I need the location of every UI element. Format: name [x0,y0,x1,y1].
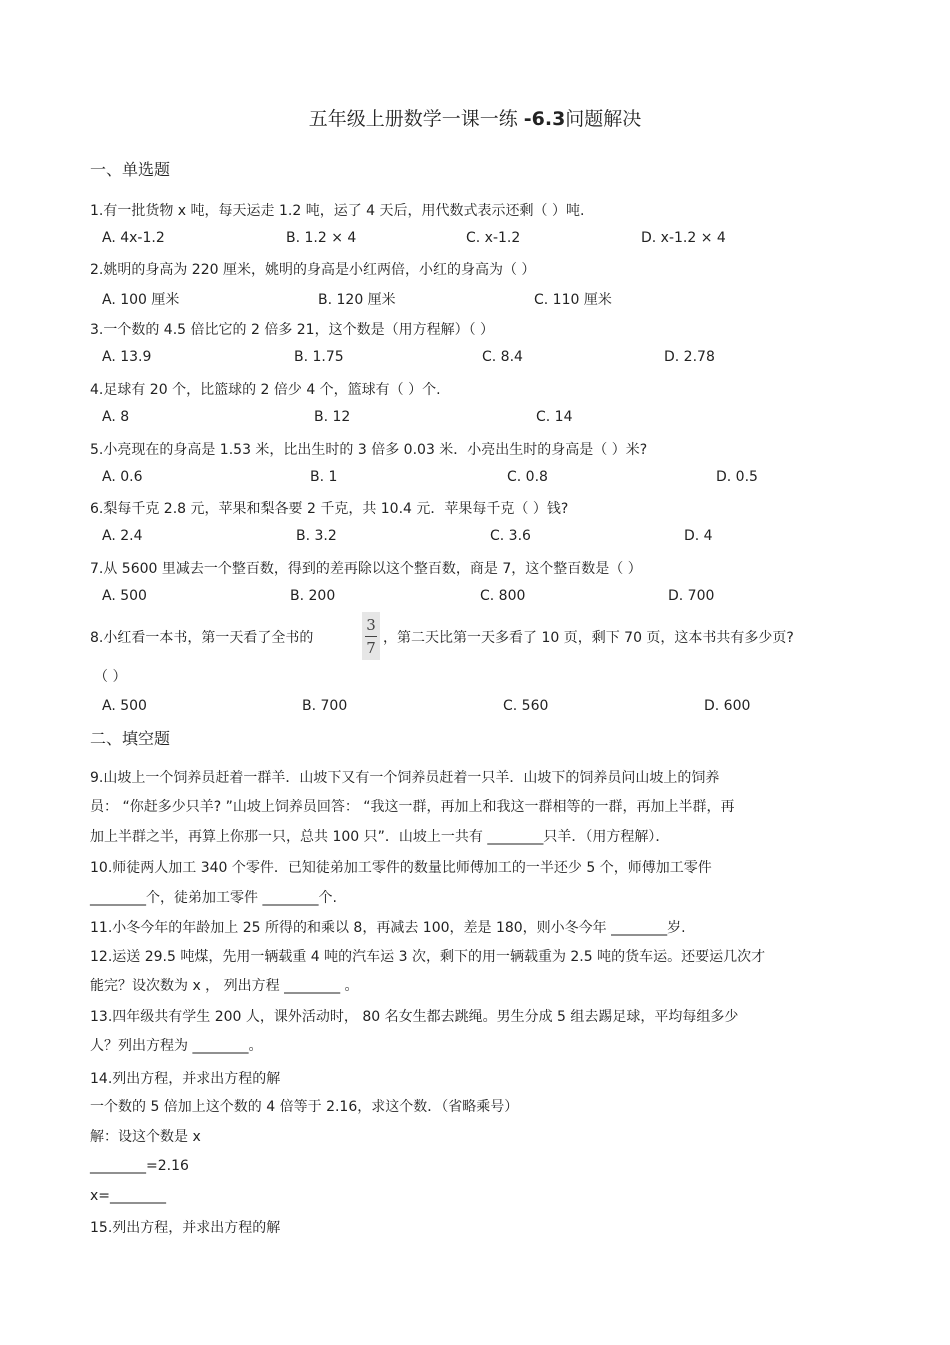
question-8-prefix: 8.小红看一本书，第一天看了全书的 [90,630,314,646]
question-11: 11.小冬今年的年龄加上 25 所得的和乘以 8，再减去 100，差是 180，则小冬今年 ________岁. [90,920,686,936]
q5-option-d: D. 0.5 [716,469,758,485]
question-2: 2.姚明的身高为 220 厘米，姚明的身高是小红两倍，小红的身高为（ ） [90,262,536,278]
fraction-numerator: 3 [366,615,376,634]
q5-option-b: B. 1 [310,469,338,485]
q3-option-d: D. 2.78 [664,349,715,365]
q6-option-a: A. 2.4 [102,528,143,544]
q7-option-d: D. 700 [668,588,715,604]
q6-option-c: C. 3.6 [490,528,531,544]
q4-option-b: B. 12 [314,409,351,425]
q8-option-c: C. 560 [503,698,549,714]
section-heading-single-choice: 一、单选题 [90,160,171,179]
question-3: 3.一个数的 4.5 倍比它的 2 倍多 21，这个数是（用方程解）（ ） [90,322,495,338]
q2-option-c: C. 110 厘米 [534,292,612,308]
question-14-line-4: ________=2.16 [90,1158,189,1174]
question-12-line-1: 12.运送 29.5 吨煤，先用一辆载重 4 吨的汽车运 3 次，剩下的用一辆载重为 2.5 吨的货车运。还要运几次才 [90,949,766,965]
fraction-denominator: 7 [366,638,376,657]
question-5: 5.小亮现在的身高是 1.53 米，比出生时的 3 倍多 0.03 米．小亮出生时的身高是（ ）米? [90,442,648,458]
question-14-line-5: x=________ [90,1188,167,1204]
q1-option-c: C. x-1.2 [466,230,521,246]
question-13-line-1: 13.四年级共有学生 200 人，课外活动时， 80 名女生都去跳绳。男生分成 5 组去踢足球，平均每组多少 [90,1009,739,1025]
q3-option-b: B. 1.75 [294,349,344,365]
fraction-bar [365,636,377,637]
question-9-line-3: 加上半群之半，再算上你那一只，总共 100 只”．山坡上一共有 ________只羊．（用方程解）． [90,829,670,845]
question-1: 1.有一批货物 x 吨，每天运走 1.2 吨，运了 4 天后，用代数式表示还剩（ ）吨. [90,203,585,219]
q2-option-a: A. 100 厘米 [102,292,180,308]
question-6: 6.梨每千克 2.8 元，苹果和梨各要 2 千克，共 10.4 元．苹果每千克（ ）钱? [90,501,569,517]
q3-option-a: A. 13.9 [102,349,152,365]
q5-option-a: A. 0.6 [102,469,143,485]
q8-option-d: D. 600 [704,698,751,714]
question-9-line-2: 员： “你赶多少只羊? ”山坡上饲养员回答： “我这一群，再加上和我这一群相等的一群，再加上半群，再 [90,799,735,815]
q4-option-a: A. 8 [102,409,130,425]
q6-option-b: B. 3.2 [296,528,337,544]
question-8-suffix: ，第二天比第一天多看了 10 页，剩下 70 页，这本书共有多少页? [383,630,794,646]
page-title: 五年级上册数学一课一练 -6.3问题解决 [308,108,642,130]
q3-option-c: C. 8.4 [482,349,523,365]
q8-option-b: B. 700 [302,698,348,714]
question-10-line-2: ________个，徒弟加工零件 ________个. [90,890,337,906]
q1-option-b: B. 1.2 × 4 [286,230,357,246]
q6-option-d: D. 4 [684,528,713,544]
q7-option-a: A. 500 [102,588,147,604]
question-13-line-2: 人？列出方程为 ________。 [90,1038,263,1054]
question-14-line-2: 一个数的 5 倍加上这个数的 4 倍等于 2.16，求这个数．（省略乘号） [90,1099,519,1115]
question-14-line-1: 14.列出方程，并求出方程的解 [90,1071,281,1087]
question-14-line-3: 解：设这个数是 x [90,1129,201,1145]
q5-option-c: C. 0.8 [507,469,548,485]
q1-option-a: A. 4x-1.2 [102,230,165,246]
question-8-answer-paren: （ ） [94,669,127,685]
question-4: 4.足球有 20 个，比篮球的 2 倍少 4 个，篮球有（ ）个. [90,382,441,398]
question-10-line-1: 10.师徒两人加工 340 个零件．已知徒弟加工零件的数量比师傅加工的一半还少 5 个，师傅加工零件 [90,860,712,876]
question-7: 7.从 5600 里减去一个整百数，得到的差再除以这个整百数，商是 7，这个整百数是（ ） [90,561,642,577]
q7-option-b: B. 200 [290,588,336,604]
q1-option-d: D. x-1.2 × 4 [641,230,726,246]
section-heading-fill-blank: 二、填空题 [90,729,171,748]
question-9-line-1: 9.山坡上一个饲养员赶着一群羊．山坡下又有一个饲养员赶着一只羊．山坡下的饲养员问山坡上的饲养 [90,770,720,786]
q8-option-a: A. 500 [102,698,147,714]
q7-option-c: C. 800 [480,588,526,604]
q4-option-c: C. 14 [536,409,573,425]
question-15: 15.列出方程，并求出方程的解 [90,1220,281,1236]
question-12-line-2: 能完？设次数为 x ， 列出方程 ________ 。 [90,978,359,994]
q2-option-b: B. 120 厘米 [318,292,396,308]
fraction-three-sevenths [362,612,380,660]
